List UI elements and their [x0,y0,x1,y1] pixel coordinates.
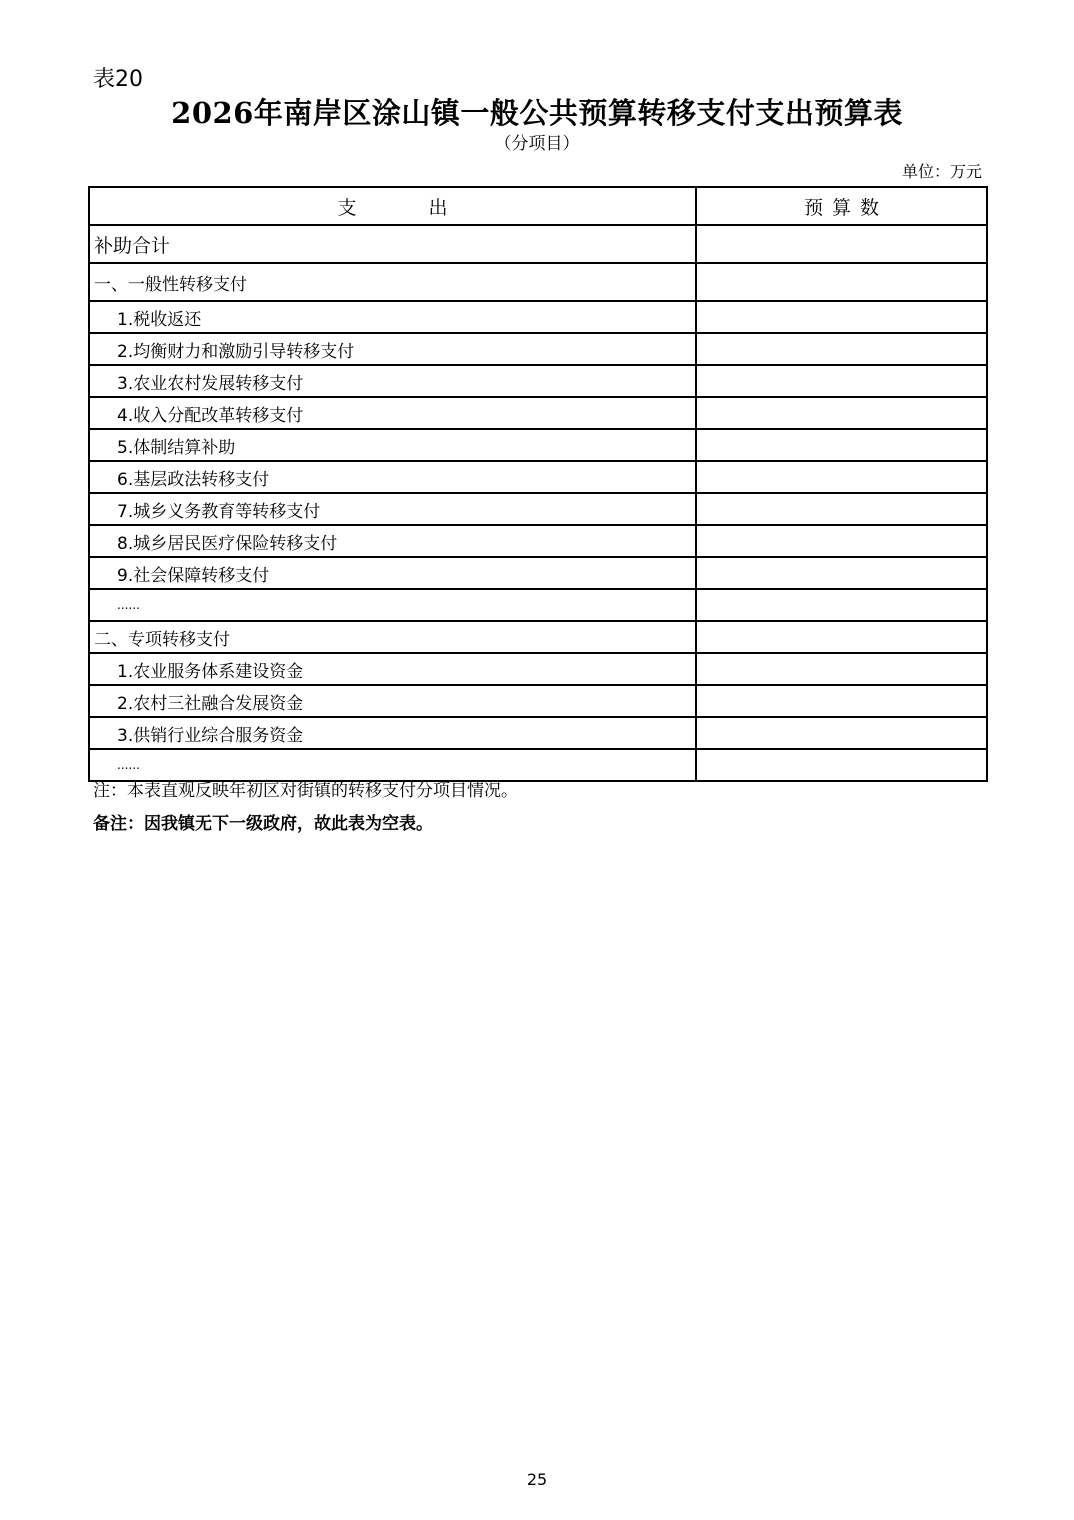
table-row [89,749,987,781]
row-value [696,557,987,589]
table-header-row [89,187,987,225]
column-header-budget: 预算数 [696,187,987,225]
table-note: 注：本表直观反映年初区对街镇的转移支付分项目情况。 [93,781,518,801]
document-title: 2026年南岸区涂山镇一般公共预算转移支付支出预算表 [171,96,903,130]
row-name: 一、一般性转移支付 [89,263,696,301]
page-number: 25 [526,1470,548,1489]
row-value [696,653,987,685]
row-name: 1.农业服务体系建设资金 [89,653,696,685]
table-row [89,333,987,365]
row-value [696,589,987,621]
row-name: 2.农村三社融合发展资金 [89,685,696,717]
row-name: 8.城乡居民医疗保险转移支付 [89,525,696,557]
table-row [89,397,987,429]
row-name: 3.农业农村发展转移支付 [89,365,696,397]
row-value [696,685,987,717]
row-value [696,493,987,525]
table-row [89,717,987,749]
table-row [89,525,987,557]
table-row [89,589,987,621]
table-row [89,365,987,397]
row-value [696,263,987,301]
table-row [89,461,987,493]
document-subtitle: （分项目） [494,134,580,154]
table-row [89,429,987,461]
row-name: 4.收入分配改革转移支付 [89,397,696,429]
row-name: 9.社会保障转移支付 [89,557,696,589]
row-name: 二、专项转移支付 [89,621,696,653]
row-name: 2.均衡财力和激励引导转移支付 [89,333,696,365]
row-value [696,225,987,263]
row-value [696,621,987,653]
column-header-expense: 支出 [89,187,696,225]
table-row [89,225,987,263]
table-row [89,653,987,685]
table-row [89,493,987,525]
row-name: 6.基层政法转移支付 [89,461,696,493]
table-row [89,301,987,333]
row-value [696,525,987,557]
row-value [696,365,987,397]
row-name: 补助合计 [89,225,696,263]
table-row [89,263,987,301]
row-value [696,717,987,749]
row-name: ...... [89,589,696,621]
row-value [696,461,987,493]
table-row [89,685,987,717]
budget-table [88,186,988,782]
row-value [696,333,987,365]
table-row [89,621,987,653]
row-name: 7.城乡义务教育等转移支付 [89,493,696,525]
table-remark: 备注：因我镇无下一级政府，故此表为空表。 [93,814,433,834]
row-name: 3.供销行业综合服务资金 [89,717,696,749]
row-name: ...... [89,749,696,781]
row-name: 5.体制结算补助 [89,429,696,461]
table-number-label: 表20 [93,67,143,92]
row-value [696,429,987,461]
unit-label: 单位：万元 [901,162,982,181]
table-row [89,557,987,589]
row-value [696,301,987,333]
row-value [696,749,987,781]
row-value [696,397,987,429]
row-name: 1.税收返还 [89,301,696,333]
